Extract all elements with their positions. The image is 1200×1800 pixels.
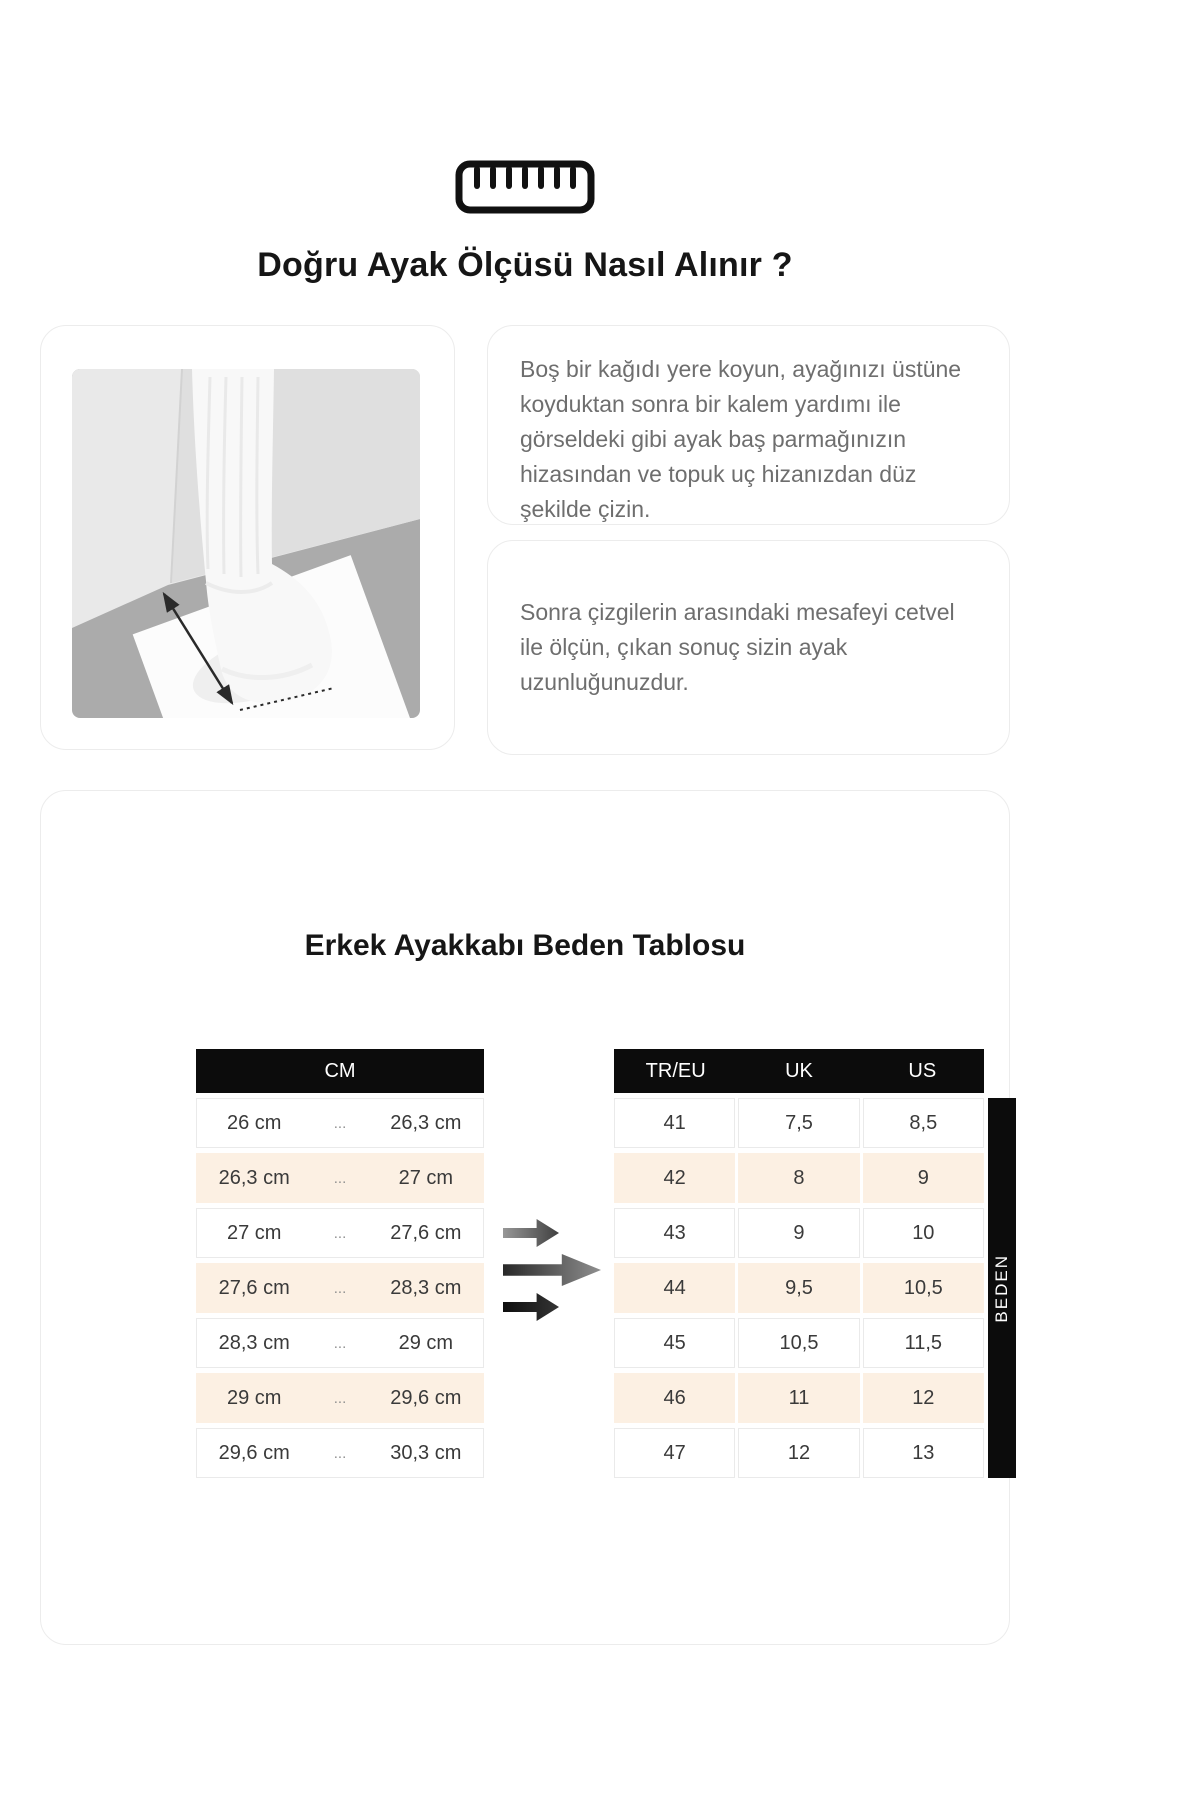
range-separator: ... bbox=[333, 1114, 347, 1132]
cm-from: 26 cm bbox=[226, 1111, 282, 1134]
beden-label-text: BEDEN bbox=[992, 1253, 1011, 1323]
cm-from: 28,3 cm bbox=[218, 1331, 290, 1354]
size-value: 10,5 bbox=[863, 1263, 984, 1313]
cm-from: 29 cm bbox=[226, 1386, 282, 1409]
range-separator: ... bbox=[333, 1169, 347, 1187]
size-row bbox=[614, 1263, 984, 1313]
size-value: 12 bbox=[738, 1428, 859, 1478]
cm-to: 28,3 cm bbox=[390, 1276, 462, 1299]
size-value: 43 bbox=[614, 1208, 735, 1258]
page-title: Doğru Ayak Ölçüsü Nasıl Alınır ? bbox=[257, 246, 793, 284]
size-value: 42 bbox=[614, 1153, 735, 1203]
cm-to: 29 cm bbox=[398, 1331, 454, 1354]
ruler-icon bbox=[455, 160, 595, 214]
size-value: 11 bbox=[738, 1373, 859, 1423]
instruction-text-2: Sonra çizgilerin arasındaki mesafeyi cetvel ile ölçün, çıkan sonuç sizin ayak uzunluğunuzdur. bbox=[520, 599, 955, 695]
foot-measurement-photo bbox=[72, 369, 420, 718]
instruction-card-1 bbox=[487, 325, 1010, 525]
cm-row bbox=[196, 1263, 484, 1313]
size-row bbox=[614, 1208, 984, 1258]
cm-from: 27 cm bbox=[226, 1221, 282, 1244]
cm-row bbox=[196, 1428, 484, 1478]
cm-table bbox=[196, 1093, 484, 1478]
cm-to: 27,6 cm bbox=[390, 1221, 462, 1244]
size-row bbox=[614, 1153, 984, 1203]
size-table-header bbox=[614, 1049, 984, 1093]
cm-to: 26,3 cm bbox=[390, 1111, 462, 1134]
col-us-label: US bbox=[908, 1059, 937, 1082]
size-value: 8,5 bbox=[863, 1098, 984, 1148]
cm-from: 26,3 cm bbox=[218, 1166, 290, 1189]
size-value: 11,5 bbox=[863, 1318, 984, 1368]
beden-vertical-label bbox=[988, 1098, 1016, 1478]
size-value: 10,5 bbox=[738, 1318, 859, 1368]
size-value: 44 bbox=[614, 1263, 735, 1313]
col-treu-label: TR/EU bbox=[645, 1059, 706, 1082]
cm-row bbox=[196, 1098, 484, 1148]
size-value: 8 bbox=[738, 1153, 859, 1203]
size-value: 41 bbox=[614, 1098, 735, 1148]
arrow-right-icon bbox=[503, 1254, 601, 1286]
foot-measurement-card bbox=[40, 325, 455, 750]
size-row bbox=[614, 1318, 984, 1368]
range-separator: ... bbox=[333, 1279, 347, 1297]
cm-header-label: CM bbox=[324, 1059, 356, 1082]
cm-row bbox=[196, 1373, 484, 1423]
size-row bbox=[614, 1098, 984, 1148]
cm-to: 29,6 cm bbox=[390, 1386, 462, 1409]
instruction-text-1: Boş bir kağıdı yere koyun, ayağınızı üstüne koyduktan sonra bir kalem yardımı ile görseldeki gibi ayak baş parmağınızın hizasından ve topuk uç hizanızdan düz şekilde çizin. bbox=[520, 356, 962, 522]
arrow-right-icon bbox=[503, 1219, 559, 1247]
cm-from: 27,6 cm bbox=[218, 1276, 290, 1299]
size-row bbox=[614, 1373, 984, 1423]
col-uk-label: UK bbox=[785, 1059, 813, 1082]
cm-from: 29,6 cm bbox=[218, 1441, 290, 1464]
size-value: 46 bbox=[614, 1373, 735, 1423]
cm-row bbox=[196, 1153, 484, 1203]
size-value: 9 bbox=[863, 1153, 984, 1203]
size-value: 9 bbox=[738, 1208, 859, 1258]
cm-table-header bbox=[196, 1049, 484, 1093]
cm-row bbox=[196, 1318, 484, 1368]
size-value: 13 bbox=[863, 1428, 984, 1478]
size-value: 45 bbox=[614, 1318, 735, 1368]
cm-to: 27 cm bbox=[398, 1166, 454, 1189]
size-chart-title: Erkek Ayakkabı Beden Tablosu bbox=[304, 929, 746, 962]
arrow-right-icon bbox=[503, 1293, 559, 1321]
size-value: 10 bbox=[863, 1208, 984, 1258]
instruction-card-2 bbox=[487, 540, 1010, 755]
size-value: 9,5 bbox=[738, 1263, 859, 1313]
size-value: 7,5 bbox=[738, 1098, 859, 1148]
size-chart-card bbox=[40, 790, 1010, 1645]
size-value: 12 bbox=[863, 1373, 984, 1423]
range-separator: ... bbox=[333, 1224, 347, 1242]
range-separator: ... bbox=[333, 1444, 347, 1462]
cm-row bbox=[196, 1208, 484, 1258]
range-separator: ... bbox=[333, 1389, 347, 1407]
size-table bbox=[614, 1093, 984, 1478]
range-separator: ... bbox=[333, 1334, 347, 1352]
size-value: 47 bbox=[614, 1428, 735, 1478]
transfer-arrows-icon bbox=[503, 1219, 613, 1321]
size-row bbox=[614, 1428, 984, 1478]
cm-to: 30,3 cm bbox=[390, 1441, 462, 1464]
